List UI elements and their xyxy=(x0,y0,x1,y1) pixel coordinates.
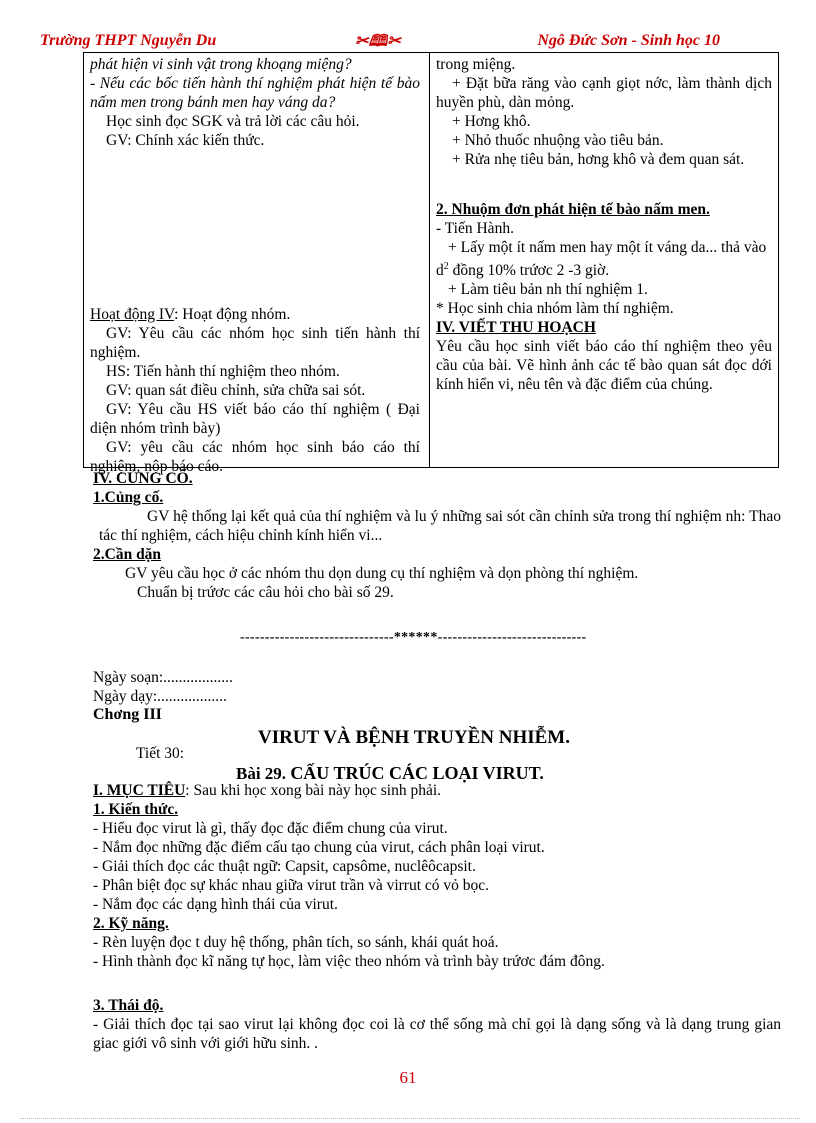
skills-item: - Hình thành đọc kĩ năng tự học, làm việc theo nhóm và trình bày trứơc đám đông. xyxy=(93,953,605,970)
left-line: GV: Yêu cầu các nhóm học sinh tiến hành thí nghiệm. xyxy=(90,325,420,361)
right-line: + Nhỏ thuốc nhuộng vào tiêu bản. xyxy=(452,132,664,149)
consolidate-text1: GV hệ thống lại kết quả của thí nghiệm và lu ý những sai sót cần chỉnh sửa trong thí nghiệm nh: Thao tác thí nghiệm, cách hiệu chỉnh kính hiển vi... xyxy=(99,508,781,544)
left-line: Học sinh đọc SGK và trả lời các câu hỏi. xyxy=(106,113,360,130)
page-header xyxy=(40,32,780,54)
stain-block xyxy=(436,200,772,394)
left-line: GV: quan sát điều chỉnh, sửa chữa sai sót. xyxy=(106,382,366,399)
table-right-cell xyxy=(436,55,772,169)
consolidate-sub2: 2.Cần dặn xyxy=(93,546,162,563)
consolidate-section xyxy=(93,469,781,602)
footer-rule xyxy=(20,1118,800,1119)
stain-line: + Làm tiêu bản nh thí nghiệm 1. xyxy=(448,281,648,299)
tiet-label: Tiết 30: xyxy=(136,745,185,762)
header-author: Ngô Đức Sơn - Sinh học 10 xyxy=(537,32,720,49)
activity-iv-block xyxy=(90,305,420,476)
knowledge-title: 1. Kiến thức. xyxy=(93,801,179,818)
table-divider xyxy=(429,53,430,467)
left-line: GV: yêu cầu các nhóm học sinh báo cáo thí nghiệm, nộp báo cáo. xyxy=(90,439,420,475)
chapter-label: Chơng III xyxy=(93,706,162,723)
lesson-header xyxy=(93,668,783,706)
consolidate-sub1: 1.Củng cố. xyxy=(93,489,164,506)
chapter-title: VIRUT VÀ BỆNH TRUYỀN NHIỄM. xyxy=(258,727,570,748)
page-number: 61 xyxy=(399,1068,417,1087)
superscript: 2 xyxy=(443,261,449,272)
right-line: trong miệng. xyxy=(436,56,516,73)
attitude-title: 3. Thái độ. xyxy=(93,997,164,1014)
header-ornament: ✂🕮✂ xyxy=(355,33,401,50)
objectives-section xyxy=(93,781,783,971)
left-question-1: phát hiện vi sinh vật trong khoạng miệng? xyxy=(90,56,352,73)
stain-title: 2. Nhuộm đơn phát hiện tế bào nấm men. xyxy=(436,201,710,218)
table-left-cell xyxy=(90,55,420,150)
right-line: + Rửa nhẹ tiêu bản, hơng khô và đem quan sát. xyxy=(452,151,745,168)
stain-line: * Học sinh chia nhóm làm thí nghiệm. xyxy=(436,300,674,318)
activity-iv-rest: : Hoạt động nhóm. xyxy=(174,306,291,323)
ngay-day: Ngày dạy:.................. xyxy=(93,688,227,705)
bai-number: Bài 29. xyxy=(236,764,287,783)
left-line: GV: Yêu cầu HS viết báo cáo thí nghiệm ( Đại diện nhóm trình bày) xyxy=(90,401,420,437)
attitude-section xyxy=(93,996,781,1053)
activity-iv-title: Hoạt động IV xyxy=(90,306,175,323)
consolidate-text2b: Chuẩn bị trứơc các câu hỏi cho bài số 29. xyxy=(137,584,394,601)
objectives-rest: : Sau khi học xong bài này học sinh phải. xyxy=(185,782,442,799)
header-school: Trường THPT Nguyễn Du xyxy=(40,32,217,49)
knowledge-item: - Nắm đọc các dạng hình thái của virut. xyxy=(93,896,338,913)
stain-line: - Tiến Hành. xyxy=(436,220,514,237)
objectives-title: I. MỤC TIÊU xyxy=(93,782,186,799)
knowledge-item: - Hiểu đọc virut là gì, thấy đọc đặc điểm chung của virut. xyxy=(93,820,448,837)
left-question-2: - Nếu các bốc tiến hành thí nghiệm phát hiện tế bào nấm men trong bánh men hay váng da? xyxy=(90,75,420,111)
ngay-soan: Ngày soạn:.................. xyxy=(93,669,233,686)
right-line: + Hơng khô. xyxy=(452,113,531,130)
stain-line: đồng 10% trứơc 2 -3 giờ. xyxy=(452,262,610,280)
skills-item: - Rèn luyện đọc t duy hệ thống, phân tích, so sánh, khái quát hoá. xyxy=(93,934,499,951)
right-line: + Đặt bữa răng vào cạnh giọt nớc, làm thành dịch huyền phù, dàn mỏng. xyxy=(436,75,772,111)
attitude-text: - Giải thích đọc tại sao virut lại không đọc coi là cơ thể sống mà chỉ gọi là dạng sống và là dạng trung gian giac giới vô sinh với giới hữu sinh. . xyxy=(93,1016,781,1052)
consolidate-text2a: GV yêu cầu học ở các nhóm thu dọn dung cụ thí nghiệm và dọn phòng thí nghiệm. xyxy=(125,565,639,582)
knowledge-item: - Nắm đọc những đặc điểm cấu tạo chung của virut, cách phân loại virut. xyxy=(93,839,545,856)
left-line: GV: Chính xác kiến thức. xyxy=(106,132,265,149)
left-line: HS: Tiến hành thí nghiệm theo nhóm. xyxy=(106,363,340,380)
report-text: Yêu cầu học sinh viết báo cáo thí nghiệm theo yêu cầu của bài. Vẽ hình ảnh các tế bào quan sát đọc dới kính hiển vi, nêu tên và đặc điểm của chúng. xyxy=(436,338,772,394)
report-title: IV. VIẾT THU HOẠCH xyxy=(436,319,596,337)
stain-line: + Lấy một ít nấm men hay một ít váng da... thả vào d xyxy=(436,239,767,280)
skills-title: 2. Kỹ năng. xyxy=(93,915,169,932)
knowledge-item: - Phân biệt đọc sự khác nhau giữa virut trần và virrut có vỏ bọc. xyxy=(93,877,490,894)
consolidate-title: IV. CỦNG CỐ. xyxy=(93,470,193,487)
separator-line: -------------------------------******------------------------------ xyxy=(240,630,587,645)
knowledge-item: - Giải thích đọc các thuật ngữ: Capsit, capsôme, nuclêôcapsit. xyxy=(93,858,476,875)
activity-table xyxy=(83,52,779,475)
bai-title: CẤU TRÚC CÁC LOẠI VIRUT. xyxy=(290,763,544,783)
